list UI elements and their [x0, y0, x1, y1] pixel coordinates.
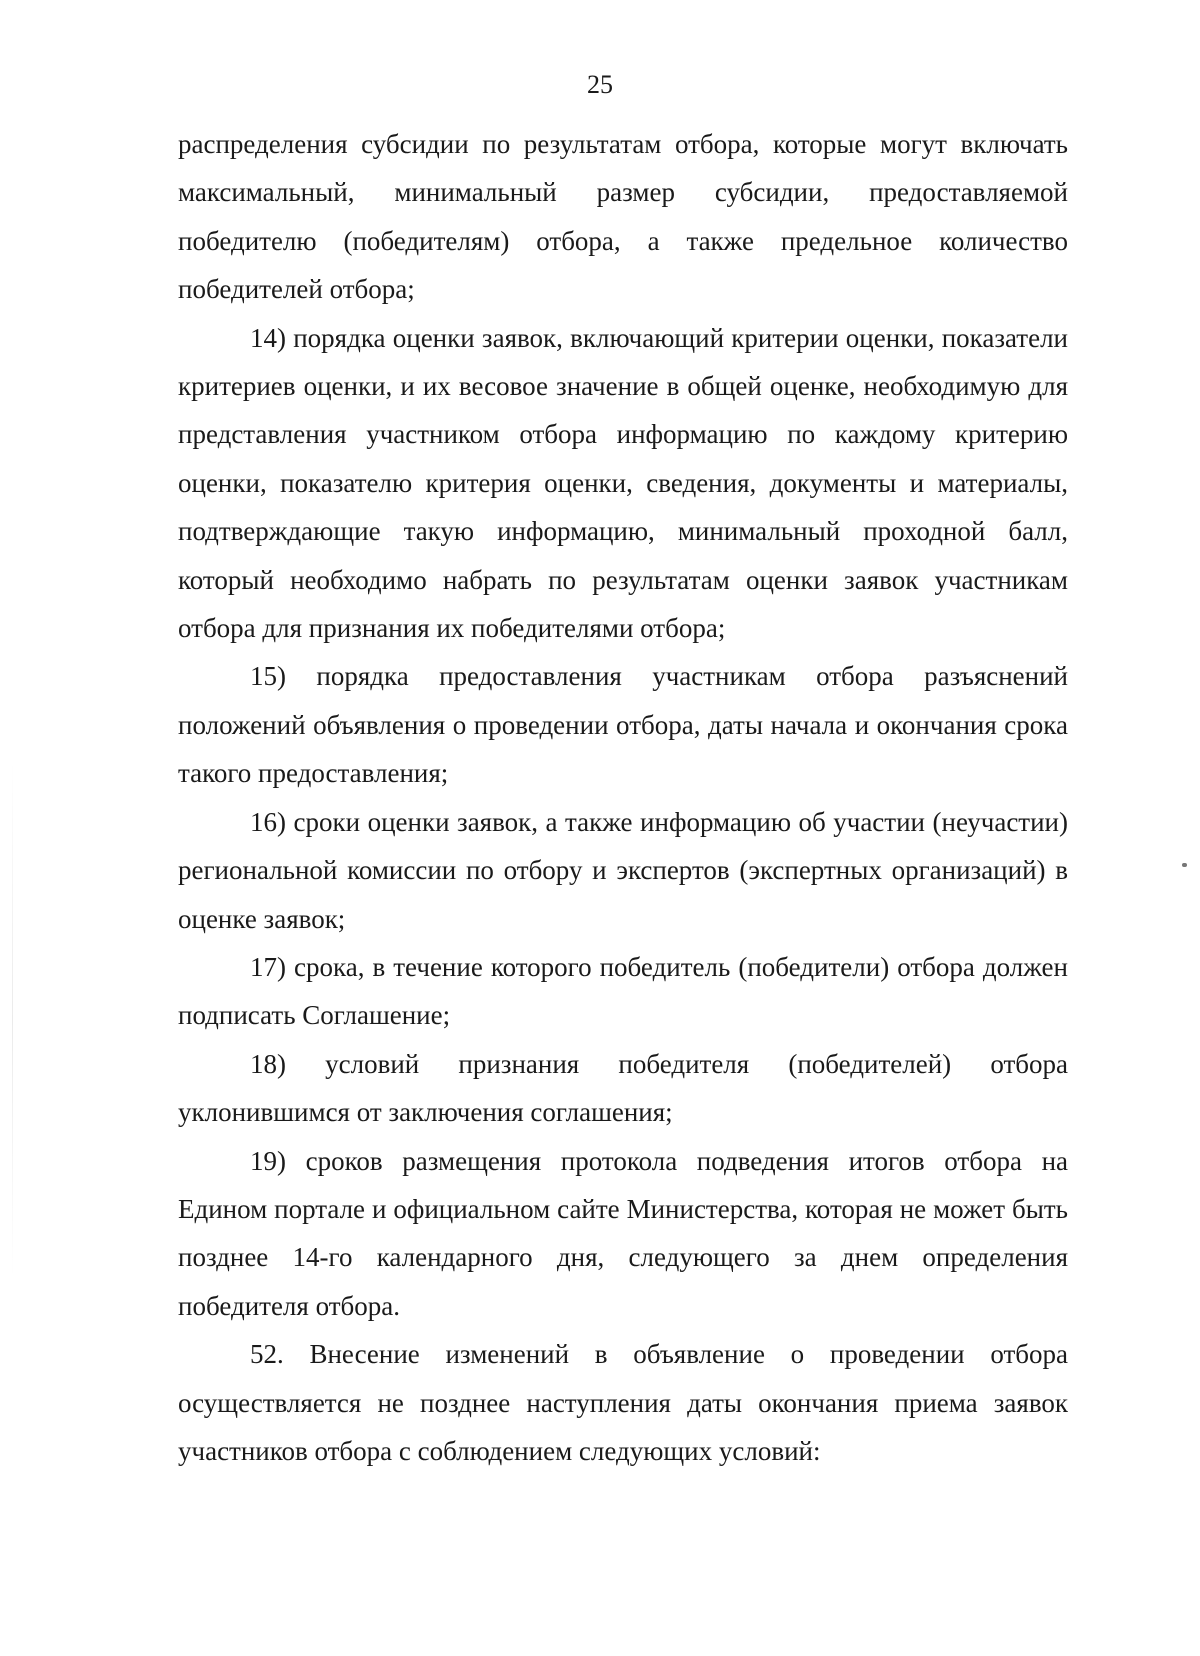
- paragraph-item-14: 14) порядка оценки заявок, включающий критерии оценки, показатели критериев оценки, и их весовое значение в общей оценке, необходимую для представления участником отбора информацию по каждому критерию оценки, показателю критерия оценки, сведения, документы и материалы, подтверждающие такую информацию, минимальный проходной балл, который необходимо набрать по результатам оценки заявок участникам отбора для признания их победителями отбора;: [178, 322, 1068, 644]
- paragraph-item-16: 16) сроки оценки заявок, а также информацию об участии (неучастии) региональной комиссии по отбору и экспертов (экспертных организаций) в оценке заявок;: [178, 806, 1068, 934]
- paragraph-section-52: 52. Внесение изменений в объявление о проведении отбора осуществляется не позднее наступления даты окончания приема заявок участников отбора с соблюдением следующих условий:: [178, 1339, 1068, 1466]
- page-number: 25: [587, 70, 613, 99]
- scan-speck: [1182, 863, 1187, 867]
- paragraph-item-15: 15) порядка предоставления участникам отбора разъяснений положений объявления о проведении отбора, даты начала и окончания срока такого предоставления;: [178, 661, 1068, 789]
- paragraph-item-17: 17) срока, в течение которого победитель (победители) отбора должен подписать Соглашение;: [178, 951, 1068, 1031]
- paragraph-item-18: 18) условий признания победителя (победителей) отбора уклонившимся от заключения соглашения;: [178, 1048, 1068, 1128]
- paragraph-item-19: 19) сроков размещения протокола подведения итогов отбора на Едином портале и официальном сайте Министерства, которая не может быть позднее 14-го календарного дня, следующего за днем определения победителя отбора.: [178, 1145, 1068, 1321]
- document-body: [178, 120, 1068, 1475]
- scan-shadow: [12, 760, 13, 1280]
- paragraph-intro: распределения субсидии по результатам отбора, которые могут включать максимальный, минимальный размер субсидии, предоставляемой победителю (победителям) отбора, а также предельное количество победителей отбора;: [178, 129, 1068, 305]
